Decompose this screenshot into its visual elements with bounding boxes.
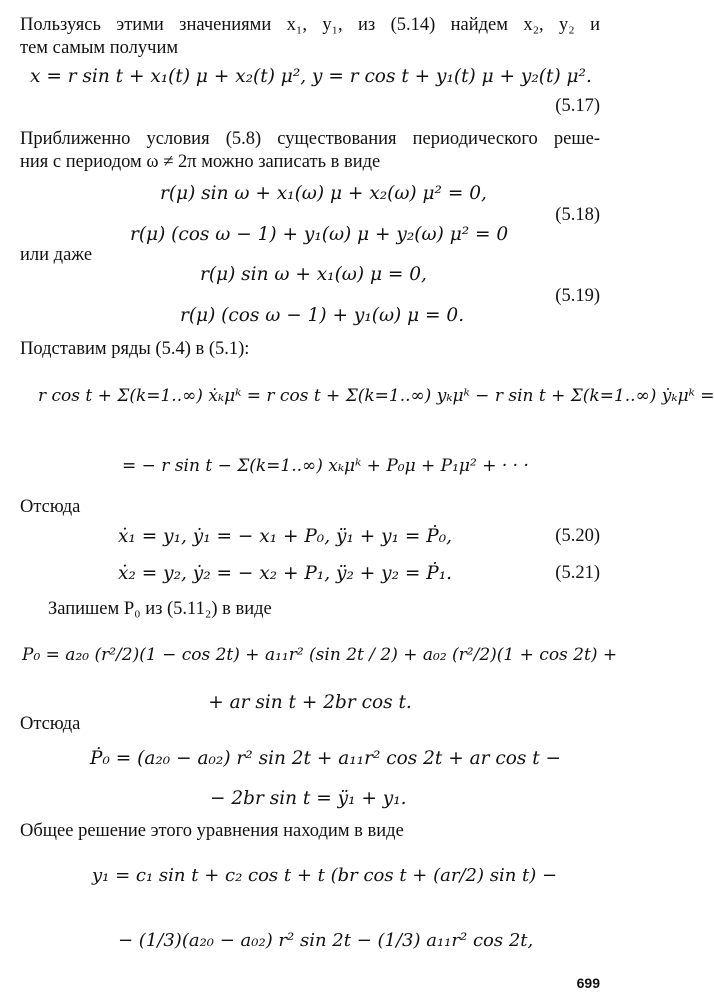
equation-series-line1: r cos t + Σ(k=1..∞) ẋₖμᵏ = r cos t + Σ(k=1..∞) yₖμᵏ − r sin t + Σ(k=1..∞) ẏₖμᵏ = xyxy=(38,386,714,406)
equation-number-5-19: (5.19) xyxy=(555,286,600,306)
equation-5-19b: r(μ) (cos ω − 1) + y₁(ω) μ = 0. xyxy=(180,305,465,326)
equation-dp0-line1: Ṗ₀ = (a₂₀ − a₀₂) r² sin 2t + a₁₁r² cos 2t + ar cos t − xyxy=(90,748,562,769)
equation-5-19a: r(μ) sin ω + x₁(ω) μ = 0, xyxy=(200,264,427,285)
paragraph-substitute: Подставим ряды (5.4) в (5.1): xyxy=(20,339,250,359)
equation-p0-line2: + ar sin t + 2br cos t. xyxy=(208,692,412,713)
paragraph-general-solution: Общее решение этого уравнения находим в виде xyxy=(20,821,404,841)
equation-5-21: ẋ₂ = y₂, ẏ₂ = − x₂ + P₁, ÿ₂ + y₂ = Ṗ₁. xyxy=(118,563,452,584)
equation-dp0-line2: − 2br sin t = ÿ₁ + y₁. xyxy=(210,788,407,809)
equation-p0-line1: P₀ = a₂₀ (r²/2)(1 − cos 2t) + a₁₁r² (sin 2t / 2) + a₀₂ (r²/2)(1 + cos 2t) + xyxy=(22,645,618,665)
paragraph-conditions-line1: Приближенно условия (5.8) существования периодического реше- xyxy=(20,129,600,149)
equation-series-line2: = − r sin t − Σ(k=1..∞) xₖμᵏ + P₀μ + P₁μ² + · · · xyxy=(122,456,529,476)
equation-5-18b: r(μ) (cos ω − 1) + y₁(ω) μ + y₂(ω) μ² = 0 xyxy=(130,224,509,245)
paragraph-hence-1: Отсюда xyxy=(20,497,81,517)
paragraph-hence-2: Отсюда xyxy=(20,714,81,734)
equation-number-5-18: (5.18) xyxy=(555,205,600,225)
equation-5-20: ẋ₁ = y₁, ẏ₁ = − x₁ + P₀, ÿ₁ + y₁ = Ṗ₀, xyxy=(118,526,452,547)
equation-5-18a: r(μ) sin ω + x₁(ω) μ + x₂(ω) μ² = 0, xyxy=(160,183,487,204)
page-number: 699 xyxy=(576,975,600,991)
equation-5-17: x = r sin t + x₁(t) μ + x₂(t) μ², y = r cos t + y₁(t) μ + y₂(t) μ². xyxy=(30,66,592,87)
equation-number-5-21: (5.21) xyxy=(555,563,600,583)
paragraph-intro-line1: Пользуясь этими значениями x₁, y₁, из (5.14) найдем x₂, y₂ и xyxy=(20,15,600,35)
equation-number-5-17: (5.17) xyxy=(555,96,600,116)
equation-y1-line2: − (1/3)(a₂₀ − a₀₂) r² sin 2t − (1/3) a₁₁r² cos 2t, xyxy=(118,930,534,951)
equation-number-5-20: (5.20) xyxy=(555,526,600,546)
paragraph-conditions-line2: ния с периодом ω ≠ 2π можно записать в виде xyxy=(20,152,381,172)
paragraph-intro-line2: тем самым получим xyxy=(20,38,179,58)
paragraph-write-p0: Запишем P₀ из (5.11₂) в виде xyxy=(48,599,272,619)
paragraph-or-even: или даже xyxy=(20,245,93,265)
equation-y1-line1: y₁ = c₁ sin t + c₂ cos t + t (br cos t + (ar/2) sin t) − xyxy=(92,865,558,886)
